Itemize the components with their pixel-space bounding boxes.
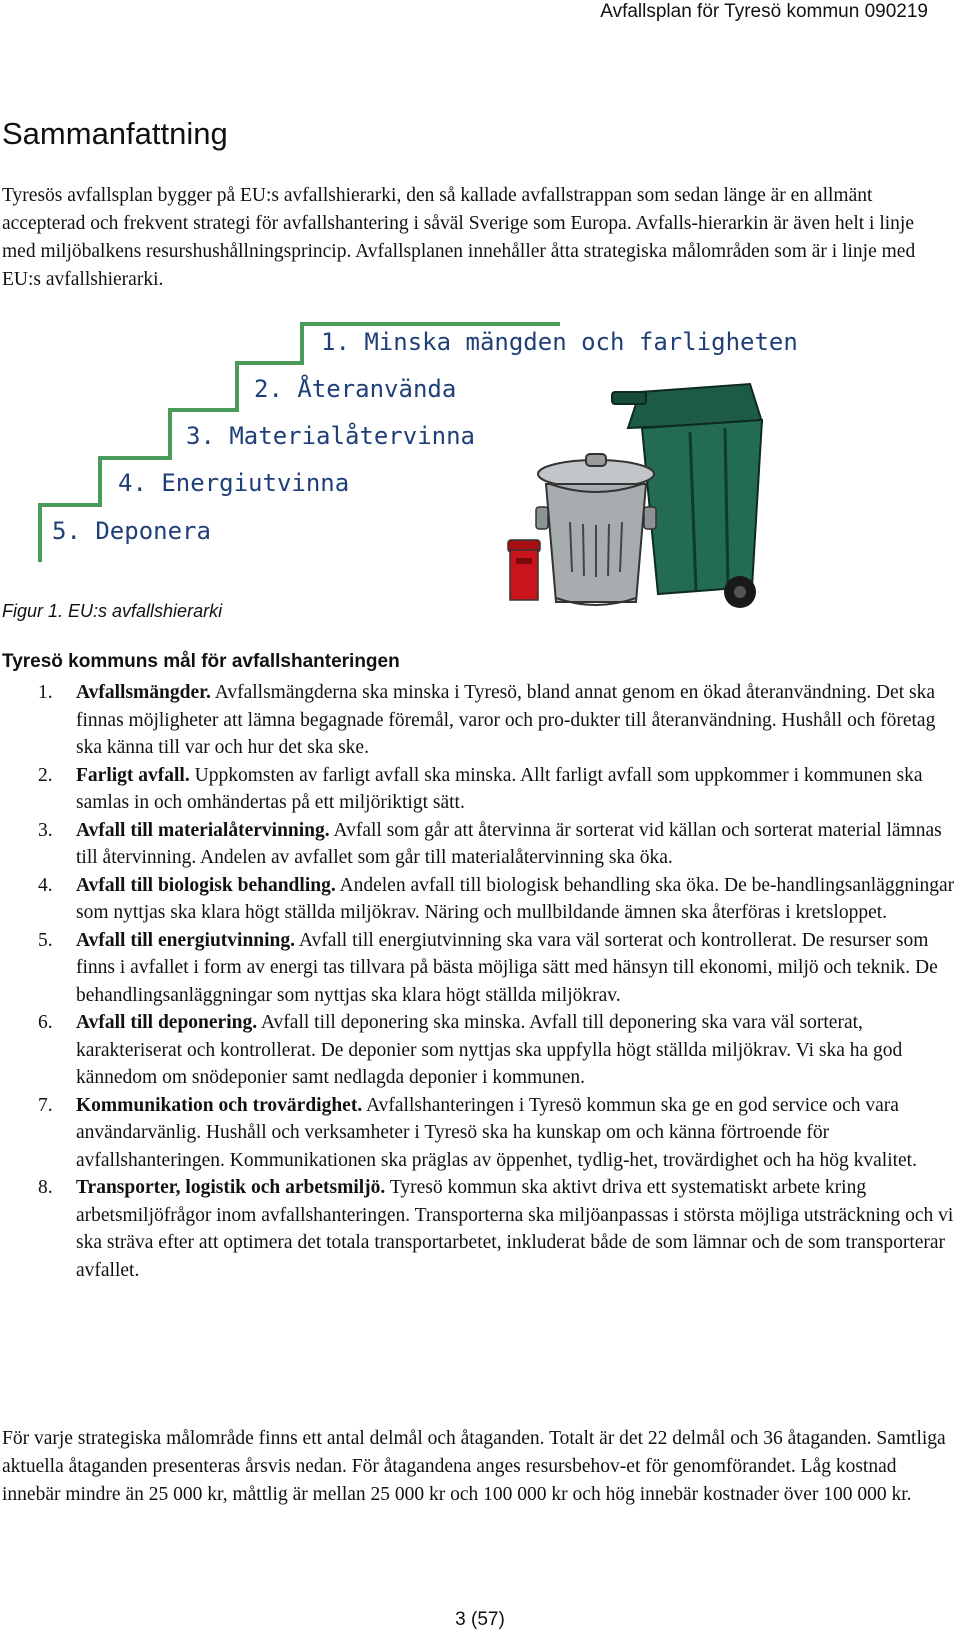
waste-bins-illustration	[500, 362, 800, 617]
goal-title: Avfall till deponering.	[76, 1012, 258, 1033]
figure-caption: Figur 1. EU:s avfallshierarki	[2, 601, 223, 621]
list-item	[0, 817, 955, 872]
goal-text: Uppkomsten av farligt avfall ska minska. Allt farligt avfall som uppkommer i kommunen ska samlas in och omhändertas på ett miljöriktigt sätt.	[76, 764, 923, 813]
goal-number: 2.	[38, 764, 53, 786]
goal-number: 6.	[38, 1012, 53, 1033]
goal-text: Andelen avfall till biologisk behandling ska öka. De be-handlingsanläggningar som nyttjas ska klara högt ställda miljökrav. Näring och mullbildande ämnen ska återföras i kretsloppet.	[76, 874, 955, 923]
page-number: 3 (57)	[455, 1609, 505, 1630]
waste-hierarchy-figure	[0, 322, 960, 642]
goal-text: Avfall till deponering ska minska. Avfall till deponering ska vara väl sorterat, karakteriserat och kontrollerat. De deponier som nyttjas ska uppfylla högt ställda miljökrav. Vi ska ha god kännedom om snödeponier samt nedlagda deponier i kommunen.	[76, 1012, 903, 1088]
step-5-label: 5. Deponera	[52, 517, 211, 545]
intro-paragraph: Tyresös avfallsplan bygger på EU:s avfallshierarki, den så kallade avfallstrappan som sedan länge är en allmänt accepterad och frekvent strategi för avfallshantering i såväl Sverige som Europa. Avfalls-hierarkin är även helt i linje med miljöbalkens resurshushållningsprincip. Avfallsplanen innehåller åtta strategiska målområden som är i linje med EU:s avfallshierarki.	[2, 185, 916, 290]
page-title: Sammanfattning	[2, 116, 228, 151]
list-item	[0, 762, 955, 817]
goals-list	[0, 679, 955, 1284]
metal-bin-icon	[536, 454, 656, 605]
step-3-label: 3. Materialåtervinna	[186, 422, 475, 450]
goal-number: 7.	[38, 1094, 53, 1116]
list-item	[0, 1092, 955, 1175]
list-item	[0, 872, 955, 927]
goal-title: Avfallsmängder.	[76, 682, 211, 703]
goal-title: Kommunikation och trovärdighet.	[76, 1094, 363, 1116]
goal-number: 4.	[38, 874, 53, 896]
goal-text: Avfallsmängderna ska minska i Tyresö, bland annat genom en ökad återanvändning. Det ska finnas möjligheter att lämna begagnade föremål, varor och pro-dukter till återanvändning. Hushåll och företag ska känna till var och hur det ska ske.	[76, 682, 936, 758]
goal-text: Tyresö kommun ska aktivt driva ett systematiskt arbete kring arbetsmiljöfrågor inom avfallshanteringen. Transporterna ska miljöanpassas i största möjliga utsträckning och vi ska sträva efter att optimera det totala transportarbetet, inkluderat både de som lämnar och de som transporterar avfallet.	[76, 1177, 954, 1281]
goals-heading: Tyresö kommuns mål för avfallshanteringen	[2, 651, 400, 672]
goal-text: Avfall som går att återvinna är sorterat vid källan och sorterat material lämnas till återvinning. Andelen av avfallet som går till materialåtervinning ska öka.	[76, 819, 942, 868]
list-item	[0, 679, 955, 762]
goal-title: Avfall till biologisk behandling.	[76, 874, 336, 896]
goal-text: Avfallshanteringen i Tyresö kommun ska ge en god service och vara användarvänlig. Hushåll och verksamheter i Tyresö ska ha kunskap om och känna förtroende för avfallshanteringen. Kommunikationen ska präglas av öppenhet, tydlig-het, trovärdighet och ha hög kvalitet.	[76, 1094, 917, 1171]
step-4-label: 4. Energiutvinna	[118, 469, 350, 497]
step-1-label: 1. Minska mängden och farligheten	[321, 328, 798, 356]
goal-number: 1.	[38, 682, 53, 703]
goal-text: Avfall till energiutvinning ska vara väl sorterat och kontrollerat. De resurser som finns i avfallet i form av energi tas tillvara på bästa möjliga sätt med hänsyn till ekonomi, miljö och teknik. De behandlingsanläggningar som nyttjas ska klara högt ställda miljökrav.	[76, 929, 938, 1006]
goal-number: 3.	[38, 819, 53, 841]
closing-paragraph: För varje strategiska målområde finns ett antal delmål och åtaganden. Totalt är det 22 delmål och 36 åtaganden. Samtliga aktuella åtaganden presenteras årsvis nedan. För åtagandena anges resursbehov-et för genomförandet. Låg kostnad innebär mindre än 25 000 kr, måttlig är mellan 25 000 kr och 100 000 kr och hög innebär kostnader över 100 000 kr.	[2, 1428, 946, 1505]
goal-title: Avfall till energiutvinning.	[76, 929, 296, 951]
goal-number: 8.	[38, 1177, 53, 1198]
goal-title: Avfall till materialåtervinning.	[76, 819, 330, 841]
goal-number: 5.	[38, 929, 53, 951]
goal-title: Farligt avfall.	[76, 764, 190, 786]
running-header: Avfallsplan för Tyresö kommun 090219	[600, 1, 928, 22]
list-item	[0, 1174, 955, 1284]
list-item	[0, 1009, 955, 1092]
goal-title: Transporter, logistik och arbetsmiljö.	[76, 1177, 386, 1198]
step-2-label: 2. Återanvända	[254, 375, 457, 403]
red-bin-icon	[508, 540, 540, 600]
list-item	[0, 927, 955, 1010]
